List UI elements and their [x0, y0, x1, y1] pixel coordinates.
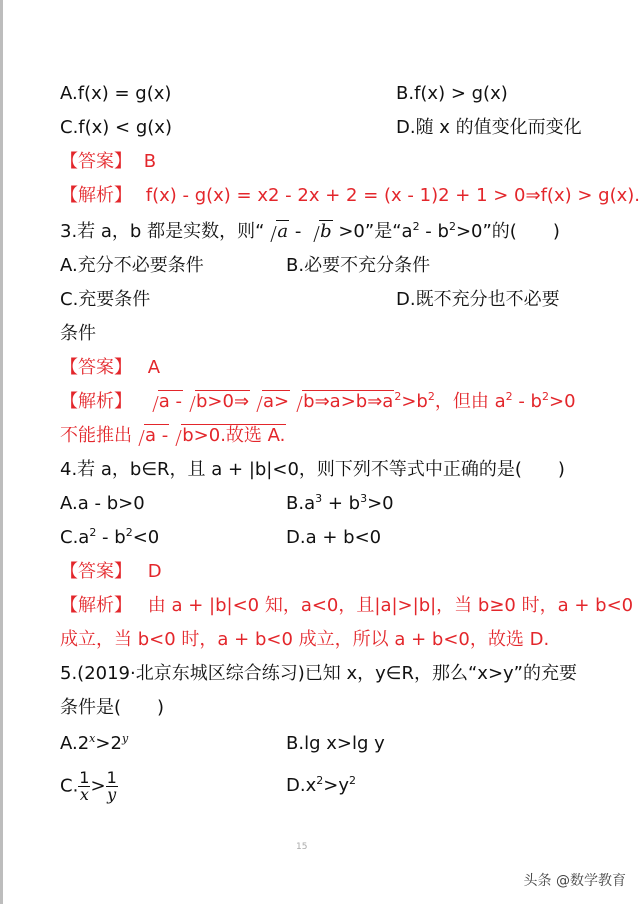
q5-option-c: C. $\frac{1}{x}$ > $\frac{1}{y}$: [60, 768, 117, 804]
q3-option-d-cont: 条件: [60, 323, 96, 344]
q2-option-c: C.f(x) < g(x): [60, 117, 172, 138]
q2-option-b: B.f(x) > g(x): [396, 83, 508, 104]
page-number: 15: [296, 842, 308, 852]
sqrt: a>: [252, 390, 290, 414]
sqrt: b⇒a>b⇒a: [292, 390, 394, 414]
sqrt: b>0.故选 A.: [171, 424, 286, 448]
analysis-text: - b: [512, 391, 542, 412]
sup: 2: [394, 390, 402, 403]
q4-analysis-line2: 成立，当 b<0 时，a + b<0 成立，所以 a + b<0，故选 D.: [60, 629, 550, 650]
answer-tag: 【答案】: [60, 357, 132, 378]
sup: 2: [541, 390, 549, 403]
q4-option-c: $C.a^2 - b^2<0$: [60, 526, 160, 548]
q3-stem-prefix: 3.若 a，b 都是实数，则“: [60, 221, 265, 242]
q4-option-b: $B.a^3 + b^3>0$: [286, 492, 394, 514]
q3-tail: - b: [419, 221, 449, 242]
analysis-text: 不能推出: [60, 425, 132, 446]
q3-analysis-line2: [60, 424, 286, 448]
q3-option-b: B.必要不充分条件: [286, 255, 431, 276]
q5-stem-line1: 5.(2019·北京东城区综合练习)已知 x，y∈R，那么“x>y”的充要: [60, 663, 577, 684]
q5-option-b: B.lg x>lg y: [286, 733, 385, 754]
q4-answer: [60, 560, 162, 584]
q4-option-d: D.a + b<0: [286, 527, 382, 548]
analysis-text: ，但由 a: [434, 391, 506, 412]
watermark: 头条 @数学教育: [523, 873, 626, 889]
answer-value: B: [143, 151, 157, 172]
sup: 2: [505, 390, 513, 403]
q3-cond: >0”是“a: [332, 221, 413, 242]
q4-stem: 4.若 a，b∈R，且 a + |b|<0，则下列不等式中正确的是( ): [60, 459, 565, 480]
fraction: $\frac{1}{y}$: [106, 768, 117, 804]
q3-stem: [60, 220, 560, 244]
answer-tag: 【答案】: [60, 561, 132, 582]
q3-minus: -: [289, 221, 308, 242]
sqrt: a -: [134, 424, 169, 448]
q5-stem-line2: 条件是( ): [60, 697, 165, 718]
answer-value: A: [147, 357, 161, 378]
answer-value: D: [147, 561, 162, 582]
q5-option-a: $A.2^x>2^y$: [60, 732, 129, 754]
q4-option-a: A.a - b>0: [60, 493, 145, 514]
q3-end: >0”的( ): [455, 221, 560, 242]
analysis-tag: 【解析】: [60, 185, 132, 206]
analysis-tag: 【解析】: [60, 595, 132, 616]
analysis-text: f(x) - g(x) = x2 - 2x + 2 = (x - 1)2 + 1 > 0⇒f(x) > g(x).: [145, 185, 640, 206]
q2-analysis: [60, 184, 640, 208]
q3-analysis-line1: [60, 390, 576, 414]
sup: 2: [412, 220, 420, 233]
sqrt: a -: [148, 390, 183, 414]
sqrt-a: a: [266, 220, 289, 244]
page-edge: [0, 0, 3, 904]
analysis-tag: 【解析】: [60, 391, 132, 412]
sup: 2: [448, 220, 456, 233]
sqrt: b>0⇒: [185, 390, 250, 414]
q2-option-d: D.随 x 的值变化而变化: [396, 117, 582, 138]
q4-analysis-line1: [60, 594, 633, 618]
q3-option-c: C.充要条件: [60, 289, 151, 310]
q2-option-a: A.f(x) = g(x): [60, 83, 172, 104]
analysis-text: 由 a + |b|<0 知，a<0，且|a|>|b|，当 b≥0 时，a + b<0: [147, 595, 634, 616]
sqrt-b: b: [309, 220, 333, 244]
answer-tag: 【答案】: [60, 151, 132, 172]
analysis-text: >0: [548, 391, 576, 412]
fraction: $\frac{1}{x}$: [79, 768, 90, 804]
analysis-text: >b: [401, 391, 428, 412]
q3-answer: [60, 356, 160, 380]
sup: 2: [427, 390, 435, 403]
q5-option-d: $D.x^2>y^2$: [286, 774, 356, 796]
q2-answer: [60, 150, 156, 174]
q3-option-d: D.既不充分也不必要: [396, 289, 560, 310]
q3-option-a: A.充分不必要条件: [60, 255, 204, 276]
